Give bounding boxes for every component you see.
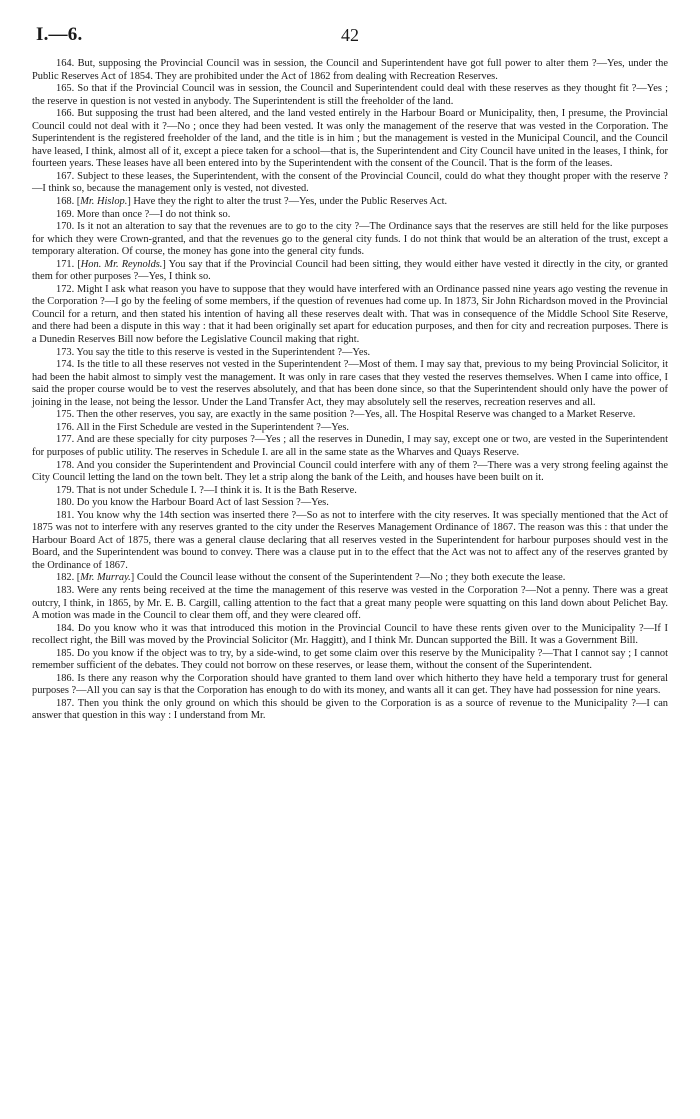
paragraph-179: 179. That is not under Schedule I. ?—I think it is. It is the Bath Reserve.: [56, 484, 357, 496]
paragraph-169: 169. More than once ?—I do not think so.: [56, 208, 231, 220]
paragraph-177: 177. And are these specially for city purposes ?—Yes ; all the reserves in Dunedin, I may say, except one or two, are vested in the Superintendent for purposes of public utility. The reserves in Schedule I. are all in the same state as the Wharves and Quays Reserve.: [32, 434, 668, 458]
paragraph-187: 187. Then you think the only ground on which this should be given to the Corporation is as a source of revenue to the Municipality ?—I can answer that question in this way : I understand from Mr.: [32, 697, 668, 722]
paragraph-165: 165. So that if the Provincial Council was in session, the Council and Superintendent could deal with these reserves as they thought fit ?—Yes ; the reserve in question is not vested in anybody. The Superintendent is still the freeholder of the land.: [32, 83, 668, 107]
section-reference: I.—6.: [36, 24, 83, 45]
paragraph-184: 184. Do you know who it was that introduced this motion in the Provincial Council to have these rents given over to the Municipality ?—If I recollect right, the Bill was moved by the Provincial Solicitor (Mr. Haggitt), and I think Mr. Duncan supported the Bill. It was a Government Bill.: [32, 622, 668, 647]
paragraph-164: 164. But, supposing the Provincial Council was in session, the Council and Superintendent have got full power to alter them ?—Yes, under the Public Reserves Act of 1854. They are prohibited under the Act of 1862 from dealing with Recreation Reserves.: [32, 58, 668, 82]
paragraph-174: 174. Is the title to all these reserves not vested in the Superintendent ?—Most of them. I may say that, previous to my being Provincial Solicitor, it had been the habit almost to simply vest the management. It was only in rare cases that they vested the reserves themselves. When I came into office, I said the proper course would be to vest the reserves absolutely, and that has been done since, so that the Superintendent should only have the power of joining in the lease, not being the lessor. Under the Land Transfer Act, they may absolutely sell the reserves, recreation reserves and all.: [32, 359, 668, 408]
paragraph-181: 181. You know why the 14th section was inserted there ?—So as not to interfere with the city reserves. It was specially mentioned that the Act of 1875 was not to interfere with any reserves granted to the city under the Reserves Management Ordinance of 1867. The reason was this : that under the Harbour Board Act of 1875, there was a general clause declaring that all reserves vested in the Superintendent for harbour purposes should vest in the Board, and the Superintendent was bound to convey. There was a clause put in to the effect that the Act was not to affect any of the reserves granted by the Ordinance of 1867.: [32, 509, 668, 571]
paragraph-180: 180. Do you know the Harbour Board Act of last Session ?—Yes.: [56, 497, 329, 509]
paragraph-171: 171. [Hon. Mr. Reynolds.] You say that if the Provincial Council had been sitting, they would either have vested it directly in the city, or granted them for other purposes ?—Yes, I think so.: [32, 258, 668, 283]
paragraph-186: 186. Is there any reason why the Corporation should have granted to them land over which hitherto they have held a temporary trust for general purposes ?—All you can say is that the Corporation has enough to do with its money, and wants all it can get. They have had possession for nine years.: [32, 672, 668, 697]
paragraph-172: 172. Might I ask what reason you have to suppose that they would have interfered with an Ordinance passed nine years ago vesting the revenue in the Corporation ?—I go by the feeling of some members, if the question of revenues had come up. In 1873, Sir John Richardson moved in the Provincial Council for a return, and then stated his intention of having all these reserves dealt with. That was in consequence of the Middle School Site Reserve, and there had been a dispute in this way : that it had been originally set apart for education purposes, and then for city and recreation purposes. There is a Dunedin Reserves Bill now before the Legislative Council making that right.: [32, 283, 668, 346]
paragraph-176: 176. All in the First Schedule are vested in the Superintendent ?—Yes.: [56, 421, 350, 433]
page-header: [30, 24, 670, 46]
paragraph-175: 175. Then the other reserves, you say, are exactly in the same position ?—Yes, all. The Hospital Reserve was changed to a Market Reserve.: [56, 409, 636, 421]
page-number: 42: [341, 25, 359, 45]
speaker-name: Mr. Murray.: [80, 572, 131, 584]
paragraph-170: 170. Is it not an alteration to say that the revenues are to go to the city ?—The Ordinance says that the reserves are still held for the like purposes for which they were Crown-granted, and that the revenues go to the general city funds. I do not think that would be an alteration of the trust, except a temporary alteration. Of course, the money has gone into the general city funds.: [32, 221, 668, 258]
evidence-text: [32, 58, 668, 723]
paragraph-185: 185. Do you know if the object was to try, by a side-wind, to get some claim over this reserve by the Municipality ?—That I cannot say ; I cannot remember sufficient of the debates. They could not borrow on these reserves, or lease them, without the consent of the Superintendent.: [32, 647, 668, 672]
paragraph-168: 168. [Mr. Hislop.] Have they the right to alter the trust ?—Yes, under the Public Reserves Act.: [56, 196, 448, 208]
paragraph-182: 182. [Mr. Murray.] Could the Council lease without the consent of the Superintendent ?—No ; they both execute the lease.: [56, 572, 566, 584]
speaker-name: Hon. Mr. Reynolds.: [80, 258, 163, 270]
speaker-name: Mr. Hislop.: [80, 196, 128, 208]
paragraph-166: 166. But supposing the trust had been altered, and the land vested entirely in the Harbour Board or Municipality, then, I presume, the Provincial Council could not deal with it ?—No ; once they had been vested. It was only the management of the reserve that was vested in the Corporation. The Superintendent is the registered freeholder of the land, and the title is in him ; but the management is vested in the Municipal Council, and the Council have leased, I think, almost all of it, except a piece taken for a school—that is, the Superintendent and City Council have united in the leases, I think, for fourteen years. These leases have all been entered into by the Superintendent with the consent of the Council. That is the form of the leases.: [32, 108, 668, 170]
paragraph-173: 173. You say the title to this reserve is vested in the Superintendent ?—Yes.: [56, 346, 371, 358]
paragraph-178: 178. And you consider the Superintendent and Provincial Council could interfere with any of them ?—There was a very strong feeling against the City Council letting the land on the town belt. They let a strip along the bank of the Leith, and houses have been built on it.: [32, 459, 668, 484]
paragraph-183: 183. Were any rents being received at the time the management of this reserve was vested in the Corporation ?—Not a penny. There was a great outcry, I think, in 1865, by Mr. E. B. Cargill, calling attention to the fact that a great many people were squatting on this land down about Pelichet Bay. A motion was made in the Council to clear them off, and they were cleared off.: [32, 584, 668, 622]
paragraph-167: 167. Subject to these leases, the Superintendent, with the consent of the Provincial Council, could do what they thought proper with the reserve ?—I think so, because the management only is vested, not divested.: [32, 170, 668, 195]
